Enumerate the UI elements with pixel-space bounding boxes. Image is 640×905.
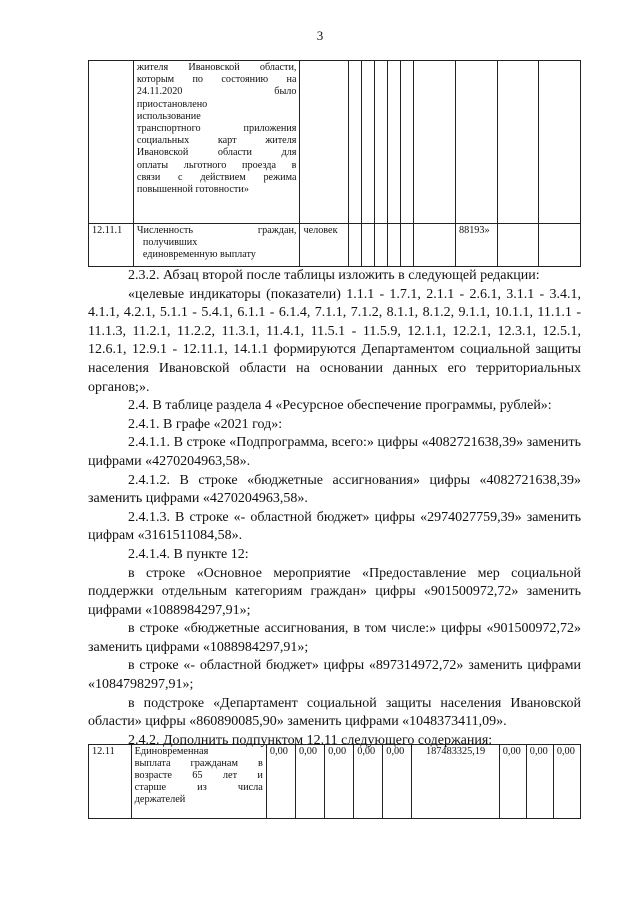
table-cell — [348, 224, 361, 267]
indicators-table — [88, 60, 581, 267]
document-body — [88, 267, 581, 750]
paragraph: в строке «Основное мероприятие «Предоставление мер социальной поддержки отдельным категориям граждан» цифры «901500972,72» заменить цифрами «1088984297,91»; — [88, 565, 581, 618]
activity-name-line: держателей — [134, 794, 186, 805]
paragraph: 2.4. В таблице раздела 4 «Ресурсное обеспечение программы, рублей»: — [128, 398, 552, 414]
cell-value: 0,00 — [354, 745, 383, 819]
indicator-name-line: использование — [136, 110, 201, 122]
table-cell — [361, 224, 374, 267]
cell-value: 0,00 — [383, 745, 412, 819]
table-row — [89, 61, 581, 224]
paragraph: 2.4.2. Дополнить подпунктом 12.11 следующего содержания: — [128, 732, 493, 748]
activity-name-cell — [131, 745, 266, 819]
table-cell — [497, 61, 539, 224]
activity-name-line: старше из числа — [134, 782, 263, 793]
paragraph: 2.4.1. В графе «2021 год»: — [128, 416, 283, 432]
indicator-name-line: жителя Ивановской области, — [136, 62, 297, 73]
paragraph: в строке «- областной бюджет» цифры «897314972,72» заменить цифрами «1084798297,91»; — [88, 658, 581, 693]
indicator-name-line: социальных карт жителя — [136, 135, 297, 147]
indicator-name-line: которым по состоянию на — [136, 74, 297, 86]
paragraph: 2.3.2. Абзац второй после таблицы изложить в следующей редакции: — [128, 268, 540, 283]
activity-name-line: выплата гражданам в — [134, 758, 263, 769]
table-cell — [539, 224, 581, 267]
table-cell — [414, 224, 456, 267]
indicator-name-line: единовременную выплату — [142, 249, 256, 261]
indicator-name-line: Ивановской области для — [136, 147, 297, 159]
cell-value: 0,00 — [266, 745, 295, 819]
table-row — [89, 745, 581, 819]
cell-unit — [300, 61, 348, 224]
table-row — [89, 224, 581, 267]
paragraph: 2.4.1.4. В пункте 12: — [128, 546, 249, 562]
indicator-name-line: Численность граждан, — [136, 225, 297, 236]
page-number: 3 — [316, 28, 324, 43]
indicator-name-cell — [133, 61, 300, 224]
indicator-name-line: оплаты льготного проезда в — [136, 159, 297, 171]
table-cell — [456, 61, 498, 224]
cell-number: 12.11.1 — [89, 224, 134, 267]
table-cell — [374, 224, 387, 267]
paragraph: в подстроке «Департамент социальной защиты населения Ивановской области» цифры «860890085,90» заменить цифрами «1048373411,09». — [88, 695, 581, 730]
indicator-name-line: приостановлено — [136, 98, 208, 110]
paragraph: в строке «бюджетные ассигнования, в том числе:» цифры «901500972,72» заменить цифрами «1088984297,91»; — [88, 621, 581, 655]
paragraph: 2.4.1.2. В строке «бюджетные ассигнования» цифры «4082721638,39» заменить цифрами «4270204963,58». — [88, 472, 581, 507]
table-cell — [348, 61, 361, 224]
table-cell — [374, 61, 387, 224]
table-cell — [539, 61, 581, 224]
cell-value: 0,00 — [526, 745, 553, 819]
activity-name-line: возрасте 65 лет и — [134, 770, 263, 781]
cell-value: 187483325,19 — [412, 745, 499, 819]
cell-value: 0,00 — [499, 745, 526, 819]
indicator-name-line: 24.11.2020 было — [136, 86, 297, 98]
cell-value: 0,00 — [553, 745, 580, 819]
paragraph: «целевые индикаторы (показатели) 1.1.1 - 1.7.1, 2.1.1 - 2.6.1, 3.1.1 - 3.4.1, 4.1.1, 4.2.1, 5.1.1 - 5.4.1, 6.1.1 - 6.1.4, 7.1.1, 7.1.2, 8.1.1, 8.1.2, 9.1.1, 10.1.1, 11.1.1 - 11.1.3, 11.2.1, 11.2.2, 11.3.1, 11.4.1, 11.5.1 - 11.5.9, 12.1.1, 12.2.1, 12.3.1, 12.5.1, 12.6.1, 12.9.1 - 12.11.1, 14.1.1 формируются Департаментом социальной защиты населения Ивановской области на основании данных его территориальных органов;». — [88, 286, 581, 395]
activity-name-line: Единовременная — [134, 746, 209, 757]
table-cell — [401, 224, 414, 267]
paragraph: 2.4.1.1. В строке «Подпрограмма, всего:» цифры «4082721638,39» заменить цифрами «4270204963,58». — [88, 435, 581, 469]
paragraph: 2.4.1.3. В строке «- областной бюджет» цифры «2974027759,39» заменить цифрам «3161511084,58». — [88, 509, 581, 544]
indicator-name-line: повышенной готовности» — [136, 184, 249, 196]
table-cell — [497, 224, 539, 267]
table-cell — [388, 61, 401, 224]
table-cell — [414, 61, 456, 224]
indicator-name-line: получивших — [142, 237, 198, 249]
cell-value: 0,00 — [325, 745, 354, 819]
indicator-name-line: транспортного приложения — [136, 123, 297, 135]
indicator-name-line: связи с действием режима — [136, 171, 297, 183]
table-cell — [401, 61, 414, 224]
table-cell — [388, 224, 401, 267]
cell-number — [89, 61, 134, 224]
cell-value: 88193» — [456, 224, 498, 267]
cell-number: 12.11 — [89, 745, 132, 819]
resources-table — [88, 744, 581, 819]
cell-unit: человек — [300, 224, 348, 267]
indicator-name-cell — [133, 224, 300, 267]
cell-value: 0,00 — [295, 745, 324, 819]
table-cell — [361, 61, 374, 224]
